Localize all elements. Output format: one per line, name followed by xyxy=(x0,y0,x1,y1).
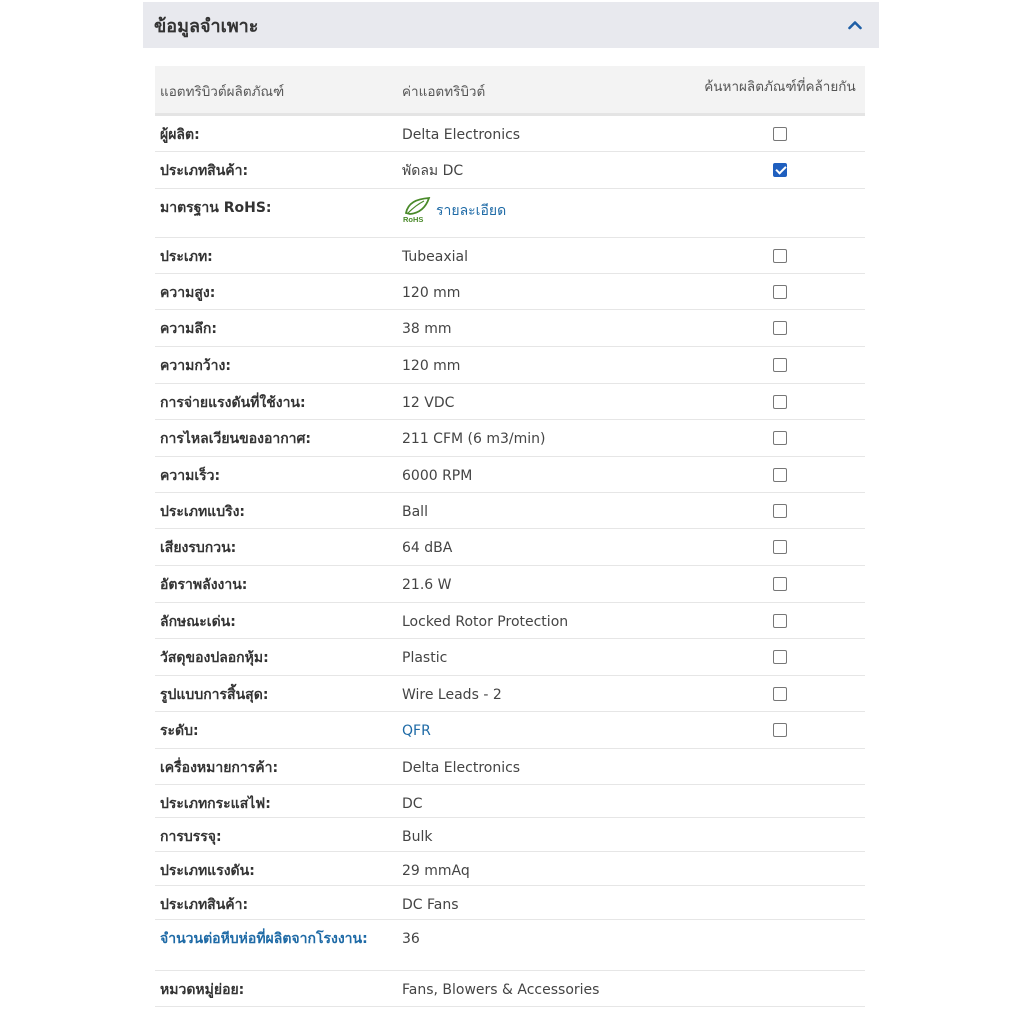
find-similar-cell xyxy=(695,492,865,528)
attribute-label: เสียงรบกวน: xyxy=(160,539,237,556)
find-similar-checkbox[interactable] xyxy=(773,127,787,141)
find-similar-cell xyxy=(695,456,865,492)
attribute-value: 12 VDC xyxy=(402,394,455,411)
find-similar-cell xyxy=(695,383,865,419)
find-similar-cell xyxy=(695,528,865,565)
attribute-value-cell xyxy=(397,237,695,273)
attribute-label: วัสดุของปลอกหุ้ม: xyxy=(160,649,269,666)
attribute-label: ประเภทสินค้า: xyxy=(160,896,249,913)
find-similar-cell xyxy=(695,114,865,151)
attribute-value-cell xyxy=(397,419,695,456)
table-row xyxy=(155,711,865,748)
attribute-value: Wire Leads - 2 xyxy=(402,686,502,703)
column-header-find-similar: ค้นหาผลิตภัณฑ์ที่คล้ายกัน xyxy=(695,66,865,114)
attribute-value: Plastic xyxy=(402,649,448,666)
attribute-name-cell xyxy=(155,309,397,346)
find-similar-checkbox[interactable] xyxy=(773,358,787,372)
table-header-row xyxy=(155,66,865,114)
attribute-value-cell xyxy=(397,711,695,748)
table-row xyxy=(155,748,865,784)
attribute-value-cell xyxy=(397,817,695,851)
attribute-label: ประเภทแรงดัน: xyxy=(160,862,255,879)
find-similar-cell xyxy=(695,309,865,346)
table-row xyxy=(155,970,865,1006)
attribute-label: รูปแบบการสิ้นสุด: xyxy=(160,686,269,703)
find-similar-cell xyxy=(695,237,865,273)
attribute-label: ความลึก: xyxy=(160,320,217,337)
attribute-name-cell xyxy=(155,885,397,919)
find-similar-checkbox[interactable] xyxy=(773,723,787,737)
attribute-label: ประเภท: xyxy=(160,248,213,265)
attribute-value: Delta Electronics xyxy=(402,126,521,143)
attribute-value-cell xyxy=(397,114,695,151)
table-row xyxy=(155,851,865,885)
attribute-label: ลักษณะเด่น: xyxy=(160,613,236,630)
attribute-name-cell xyxy=(155,851,397,885)
attribute-label: ความสูง: xyxy=(160,284,216,301)
table-body xyxy=(155,114,865,1006)
attribute-value-cell xyxy=(397,273,695,309)
factory-pack-quantity-link[interactable]: จำนวนต่อหีบห่อที่ผลิตจากโรงงาน: xyxy=(160,930,368,947)
find-similar-checkbox[interactable] xyxy=(773,577,787,591)
attribute-name-cell xyxy=(155,237,397,273)
attribute-name-cell xyxy=(155,346,397,383)
attribute-name-cell xyxy=(155,151,397,188)
attribute-name-cell xyxy=(155,711,397,748)
find-similar-cell xyxy=(695,919,865,970)
find-similar-checkbox[interactable] xyxy=(773,431,787,445)
find-similar-checkbox[interactable] xyxy=(773,321,787,335)
attribute-name-cell xyxy=(155,114,397,151)
rohs-details-link[interactable]: รายละเอียด xyxy=(436,202,507,219)
attribute-label: หมวดหมู่ย่อย: xyxy=(160,981,245,998)
attribute-label: ความกว้าง: xyxy=(160,357,231,374)
table-row xyxy=(155,309,865,346)
table-row xyxy=(155,419,865,456)
attribute-name-cell xyxy=(155,273,397,309)
attribute-name-cell xyxy=(155,456,397,492)
attribute-value: 21.6 W xyxy=(402,576,452,593)
chevron-up-icon[interactable] xyxy=(845,15,865,35)
attribute-name-cell xyxy=(155,383,397,419)
attribute-value: 64 dBA xyxy=(402,539,453,556)
find-similar-checkbox[interactable] xyxy=(773,468,787,482)
table-row xyxy=(155,565,865,602)
attribute-name-cell xyxy=(155,565,397,602)
find-similar-checkbox-checked[interactable] xyxy=(773,163,787,177)
attribute-label: ประเภทกระแสไฟ: xyxy=(160,795,271,812)
find-similar-cell xyxy=(695,638,865,675)
find-similar-cell xyxy=(695,711,865,748)
find-similar-cell xyxy=(695,675,865,711)
table-row xyxy=(155,188,865,237)
attribute-name-cell xyxy=(155,970,397,1006)
find-similar-cell xyxy=(695,565,865,602)
table-row xyxy=(155,492,865,528)
attribute-value-cell xyxy=(397,784,695,817)
table-row xyxy=(155,151,865,188)
attribute-name-cell xyxy=(155,492,397,528)
attribute-value-cell xyxy=(397,151,695,188)
find-similar-checkbox[interactable] xyxy=(773,687,787,701)
attribute-name-cell xyxy=(155,419,397,456)
find-similar-checkbox[interactable] xyxy=(773,614,787,628)
attribute-label: ประเภทแบริง: xyxy=(160,503,246,520)
attribute-value: 120 mm xyxy=(402,357,461,374)
table-row xyxy=(155,885,865,919)
attribute-name-cell xyxy=(155,919,397,970)
attribute-value-cell xyxy=(397,565,695,602)
series-link[interactable]: QFR xyxy=(402,722,431,739)
attribute-value: 120 mm xyxy=(402,284,461,301)
attribute-name-cell xyxy=(155,817,397,851)
table-row xyxy=(155,784,865,817)
rohs-logo-text: RoHS xyxy=(403,214,424,223)
attribute-value-cell xyxy=(397,638,695,675)
find-similar-cell xyxy=(695,784,865,817)
attribute-value-cell xyxy=(397,383,695,419)
attribute-label: ระดับ: xyxy=(160,722,199,739)
table-row xyxy=(155,602,865,638)
table-row xyxy=(155,237,865,273)
find-similar-cell xyxy=(695,748,865,784)
section-title: ข้อมูลจำเพาะ xyxy=(154,15,259,37)
attribute-value: 29 mmAq xyxy=(402,862,470,879)
attribute-value: Tubeaxial xyxy=(402,248,469,265)
attribute-name-cell xyxy=(155,784,397,817)
find-similar-cell xyxy=(695,188,865,237)
find-similar-cell xyxy=(695,151,865,188)
attribute-value: Ball xyxy=(402,503,428,520)
find-similar-checkbox[interactable] xyxy=(773,395,787,409)
attribute-value: DC Fans xyxy=(402,896,459,913)
attribute-value: 36 xyxy=(402,930,420,947)
attribute-label: ประเภทสินค้า: xyxy=(160,162,249,179)
rohs-leaf-icon xyxy=(402,195,432,223)
attribute-name-cell xyxy=(155,675,397,711)
attribute-value-cell xyxy=(397,188,695,237)
find-similar-cell xyxy=(695,817,865,851)
rohs-compliance xyxy=(402,189,690,223)
attribute-value: Locked Rotor Protection xyxy=(402,613,569,630)
attribute-label: การไหลเวียนของอากาศ: xyxy=(160,430,312,447)
table-row xyxy=(155,114,865,151)
attribute-label: ผู้ผลิต: xyxy=(160,126,200,143)
find-similar-checkbox[interactable] xyxy=(773,504,787,518)
attribute-value: 6000 RPM xyxy=(402,467,473,484)
attribute-value: Delta Electronics xyxy=(402,759,521,776)
attribute-label: อัตราพลังงาน: xyxy=(160,576,248,593)
attribute-value: Fans, Blowers & Accessories xyxy=(402,981,600,998)
attribute-value-cell xyxy=(397,309,695,346)
table-row xyxy=(155,638,865,675)
table-row xyxy=(155,456,865,492)
find-similar-checkbox[interactable] xyxy=(773,285,787,299)
attribute-name-cell xyxy=(155,528,397,565)
table-row xyxy=(155,383,865,419)
attribute-label: ความเร็ว: xyxy=(160,467,221,484)
table-row xyxy=(155,346,865,383)
attribute-value: พัดลม DC xyxy=(402,162,464,179)
find-similar-cell xyxy=(695,602,865,638)
find-similar-checkbox[interactable] xyxy=(773,650,787,664)
find-similar-cell xyxy=(695,273,865,309)
attribute-value-cell xyxy=(397,970,695,1006)
column-header-value: ค่าแอตทริบิวต์ xyxy=(397,66,695,114)
attribute-label: มาตรฐาน RoHS: xyxy=(160,199,272,216)
column-header-attribute: แอตทริบิวต์ผลิตภัณฑ์ xyxy=(155,66,397,114)
attribute-value: 38 mm xyxy=(402,320,452,337)
attribute-value: Bulk xyxy=(402,828,433,845)
find-similar-cell xyxy=(695,885,865,919)
find-similar-cell xyxy=(695,851,865,885)
attribute-value: 211 CFM (6 m3/min) xyxy=(402,430,546,447)
attribute-label: การบรรจุ: xyxy=(160,828,222,845)
table-row xyxy=(155,273,865,309)
find-similar-cell xyxy=(695,346,865,383)
attribute-value-cell xyxy=(397,675,695,711)
find-similar-cell xyxy=(695,970,865,1006)
find-similar-checkbox[interactable] xyxy=(773,540,787,554)
table-row xyxy=(155,817,865,851)
attribute-value-cell xyxy=(397,851,695,885)
attribute-value-cell xyxy=(397,528,695,565)
table-row xyxy=(155,528,865,565)
attribute-value-cell xyxy=(397,919,695,970)
attribute-value-cell xyxy=(397,456,695,492)
find-similar-cell xyxy=(695,419,865,456)
attribute-name-cell xyxy=(155,638,397,675)
attribute-name-cell xyxy=(155,188,397,237)
attribute-name-cell xyxy=(155,748,397,784)
attribute-value-cell xyxy=(397,748,695,784)
attribute-label: เครื่องหมายการค้า: xyxy=(160,759,279,776)
attribute-label: การจ่ายแรงดันที่ใช้งาน: xyxy=(160,394,306,411)
attribute-value-cell xyxy=(397,602,695,638)
specifications-table xyxy=(155,66,865,1007)
attribute-value: DC xyxy=(402,795,423,812)
table-row xyxy=(155,919,865,970)
table-row xyxy=(155,675,865,711)
attribute-value-cell xyxy=(397,885,695,919)
attribute-value-cell xyxy=(397,492,695,528)
find-similar-checkbox[interactable] xyxy=(773,249,787,263)
attribute-value-cell xyxy=(397,346,695,383)
attribute-name-cell xyxy=(155,602,397,638)
specifications-header[interactable] xyxy=(143,2,879,48)
